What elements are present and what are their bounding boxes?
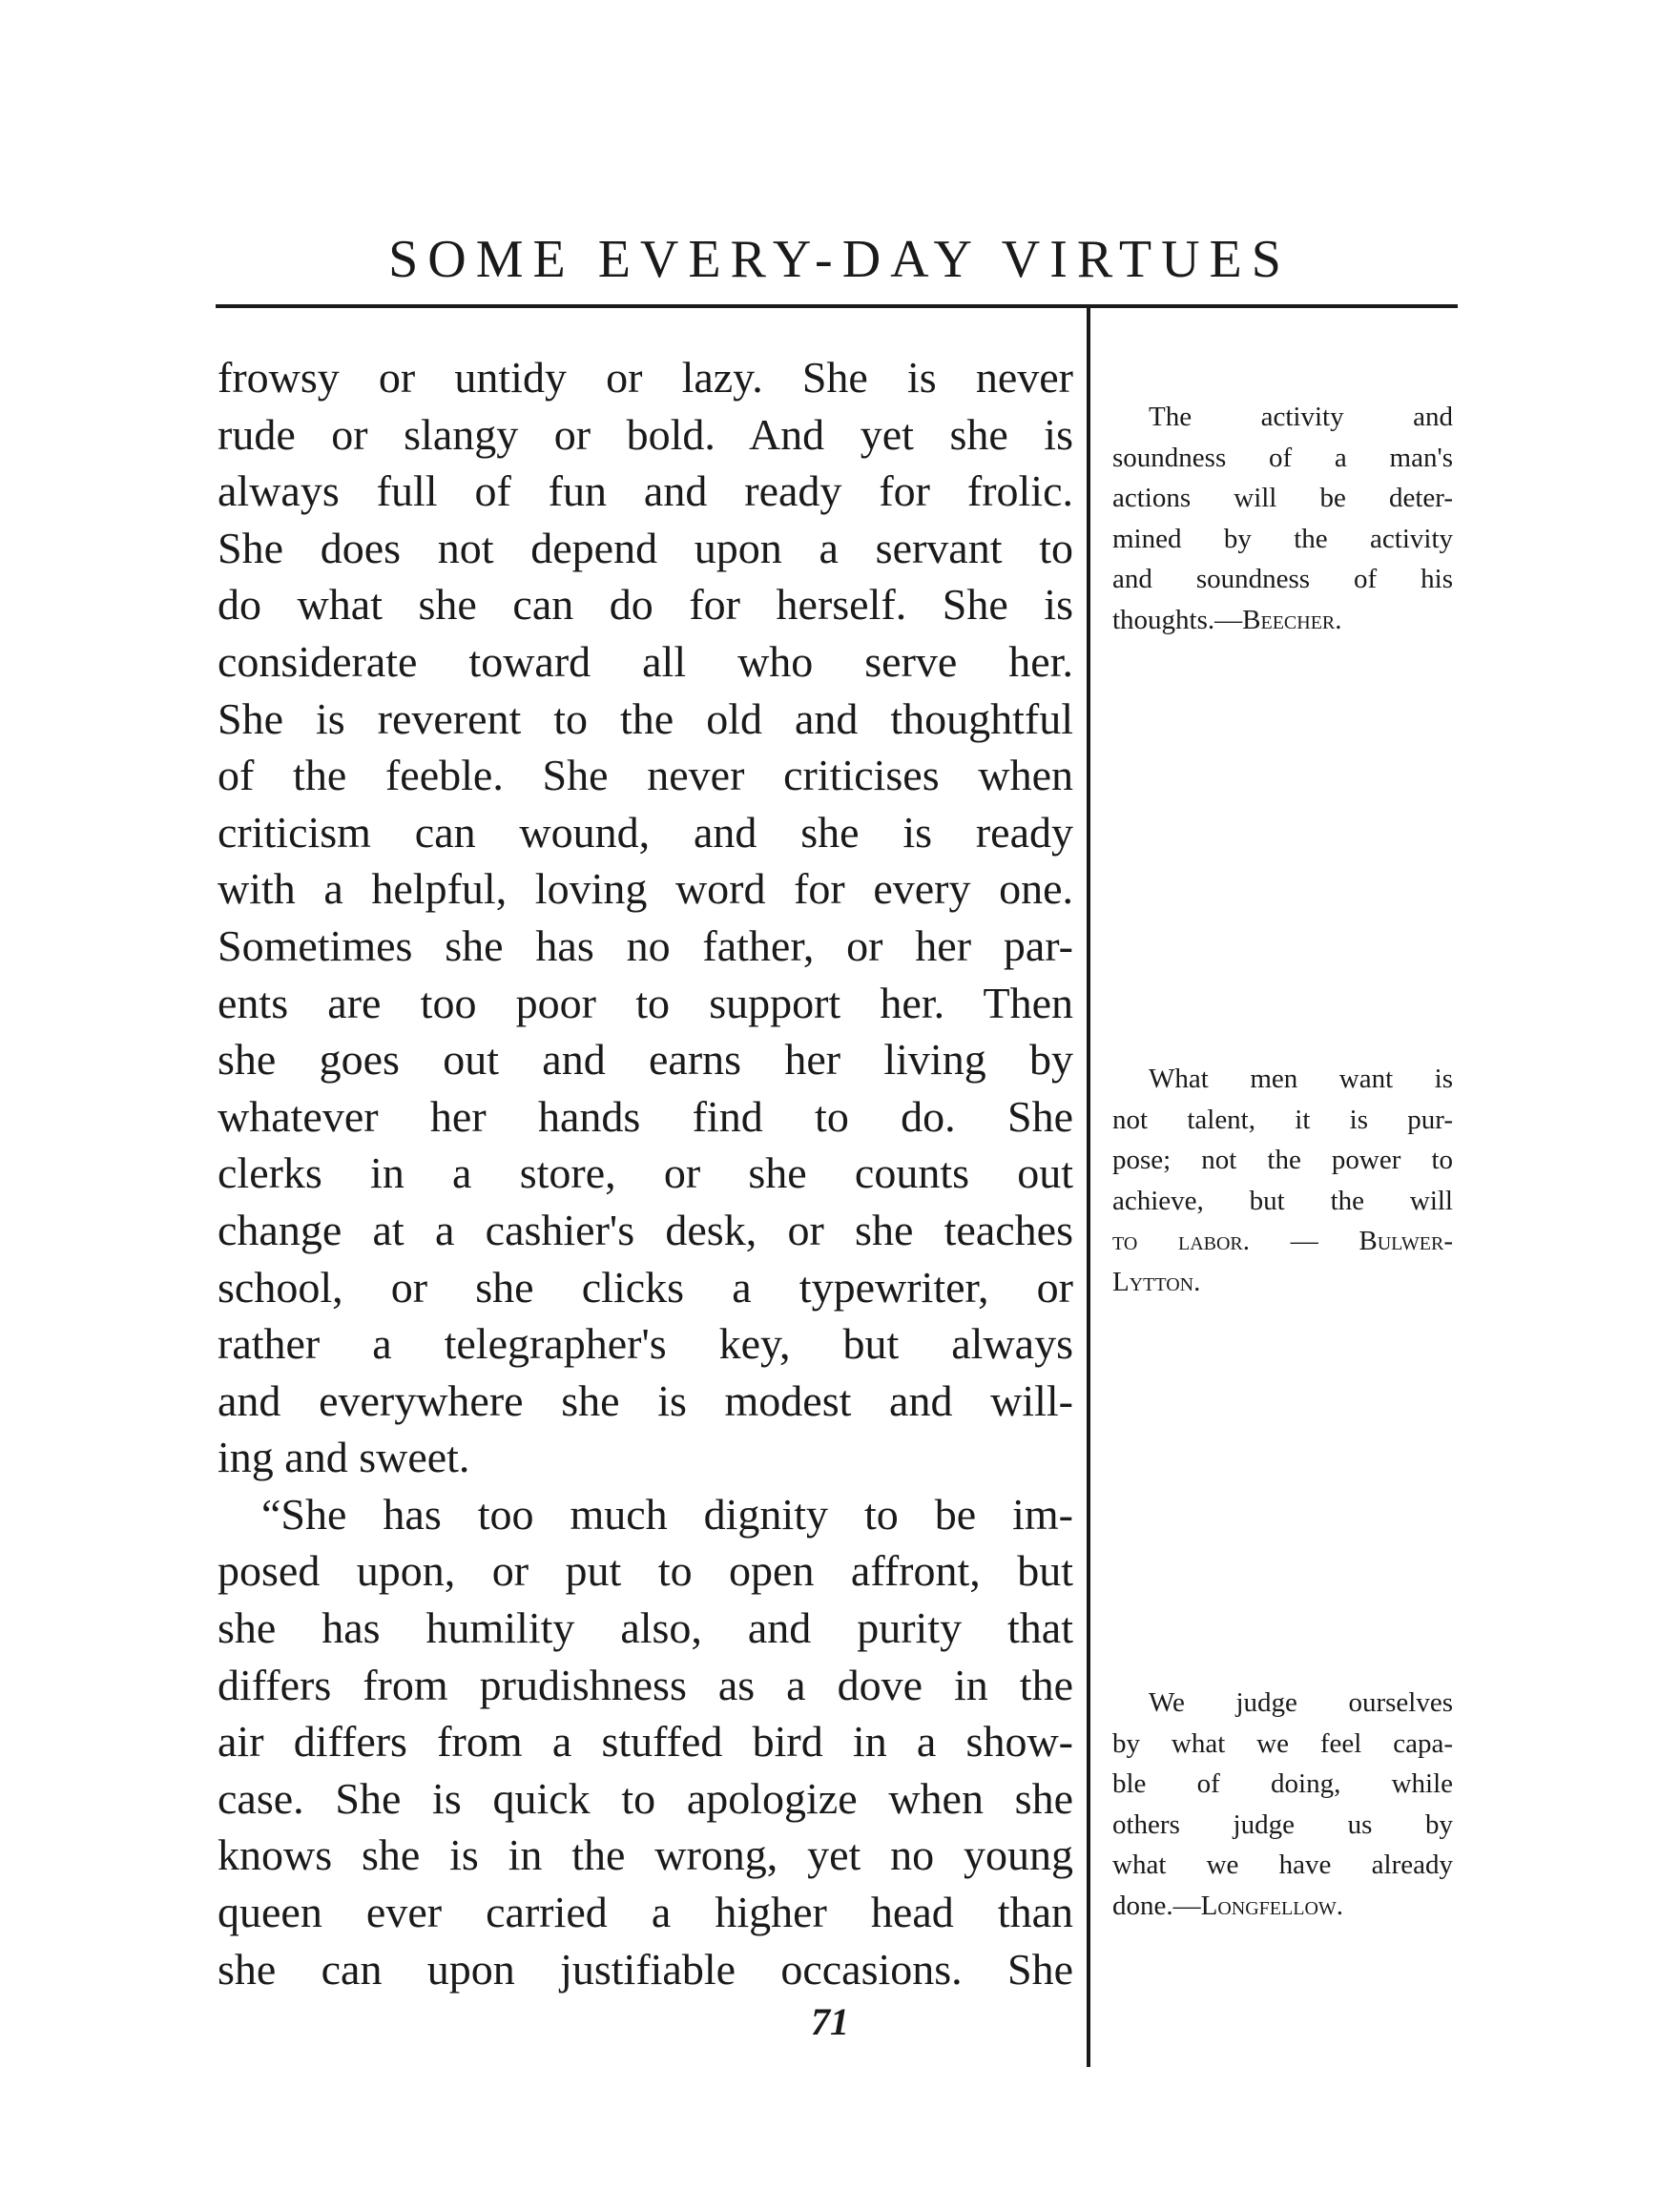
sidenote-bulwer-lytton [1112,1059,1453,1303]
sidenote-line: actions will be deter- [1112,483,1453,514]
sidenote-attribution: Beecher. [1242,604,1342,635]
sidenote-line [1112,1886,1453,1927]
text-line: air differs from a stuffed bird in a show- [218,1717,1073,1767]
sidenote-line: not talent, it is pur- [1112,1104,1453,1135]
sidenote-line: What men want is [1149,1064,1453,1094]
text-line: with a helpful, loving word for every one. [218,864,1073,914]
sidenote-attribution: Longfellow. [1200,1890,1344,1921]
page-number: 71 [811,2000,849,2043]
text-line: change at a cashier's desk, or she teaches [218,1205,1073,1254]
text-line: always full of fun and ready for frolic. [218,466,1073,516]
sidenote-line [1112,600,1453,641]
sidenote-attribution: Lytton. [1112,1266,1201,1297]
text-line: school, or she clicks a typewriter, or [218,1262,1073,1312]
running-head: SOME EVERY-DAY VIRTUES [388,230,1291,289]
sidenote-line: We judge ourselves [1149,1687,1453,1718]
text-line: posed upon, or put to open affront, but [218,1546,1073,1596]
sidenote-line: pose; not the power to [1112,1145,1453,1176]
text-line: clerks in a store, or she counts out [218,1148,1073,1198]
sidenote-beecher [1112,397,1453,641]
sidenote-line: The activity and [1149,402,1453,432]
text-line: ing and sweet. [218,1433,470,1482]
text-line: differs from prudishness as a dove in the [218,1660,1073,1709]
text-line: she goes out and earns her living by [218,1035,1073,1085]
text-line: whatever her hands find to do. She [218,1091,1073,1141]
text-line: rather a telegrapher's key, but always [218,1319,1073,1369]
text-line: “She has too much dignity to be im- [261,1489,1073,1539]
text-line: Sometimes she has no father, or her par- [218,920,1073,970]
text-line: case. She is quick to apologize when she [218,1773,1073,1823]
text-line: queen ever carried a higher head than [218,1888,1073,1937]
sidenote-line: to labor. — Bulwer- [1112,1226,1453,1257]
text-line: rude or slangy or bold. And yet she is [218,409,1073,459]
text-line: She does not depend upon a servant to [218,523,1073,572]
sidenote-line: by what we feel capa- [1112,1727,1453,1759]
main-text-column [218,349,1073,1997]
sidenote-longfellow [1112,1683,1453,1927]
column-divider-rule [1087,307,1090,2067]
sidenote-text: thoughts.— [1112,604,1243,635]
text-line: criticism can wound, and she is ready [218,807,1073,857]
sidenote-line: others judge us by [1112,1809,1453,1840]
sidenote-line: soundness of a man's [1112,442,1453,473]
text-line: do what she can do for herself. She is [218,580,1073,630]
text-line: of the feeble. She never criticises when [218,751,1073,800]
sidenote-text: done.— [1112,1890,1201,1921]
header-rule [216,304,1458,308]
text-line: and everywhere she is modest and will- [218,1375,1073,1425]
text-line: she can upon justifiable occasions. She [218,1944,1073,1994]
text-line: knows she is in the wrong, yet no young [218,1830,1073,1880]
sidenote-line: achieve, but the will [1112,1185,1453,1216]
sidenote-line: what we have already [1112,1850,1453,1881]
text-line: frowsy or untidy or lazy. She is never [218,353,1073,402]
text-line: ents are too poor to support her. Then [218,978,1073,1027]
sidenote-line: mined by the activity [1112,523,1453,554]
text-line: she has humility also, and purity that [218,1603,1073,1653]
text-line: She is reverent to the old and thoughtful [218,693,1073,743]
sidenote-line: and soundness of his [1112,564,1453,595]
sidenote-line: ble of doing, while [1112,1768,1453,1800]
text-line: considerate toward all who serve her. [218,636,1073,686]
